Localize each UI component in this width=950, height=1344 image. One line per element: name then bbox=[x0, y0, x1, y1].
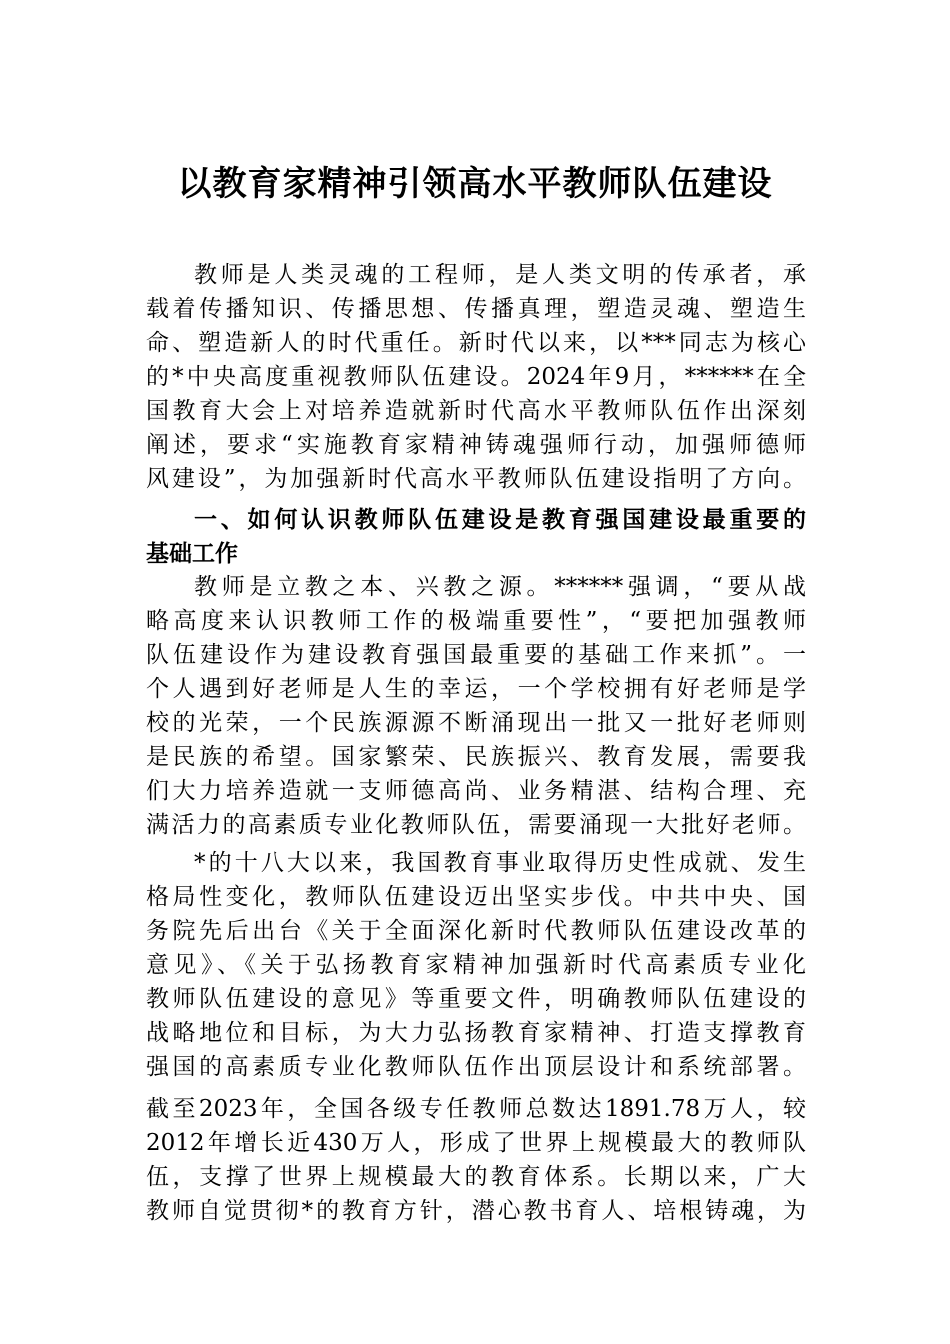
paragraph-line: 截至2023年，全国各级专任教师总数达1891.78万人，较 bbox=[146, 1096, 806, 1122]
paragraph-line: 是民族的希望。国家繁荣、民族振兴、教育发展，需要我 bbox=[146, 744, 806, 770]
paragraph-line: 强国的高素质专业化教师队伍作出顶层设计和系统部署。 bbox=[146, 1054, 806, 1080]
paragraph-line: 战略地位和目标，为大力弘扬教育家精神、打造支撑教育 bbox=[146, 1020, 806, 1046]
document-title: 以教育家精神引领高水平教师队伍建设 bbox=[177, 164, 773, 204]
paragraph-line: 的*中央高度重视教师队伍建设。2024年9月，******在全 bbox=[146, 364, 806, 390]
paragraph-line: 教师是人类灵魂的工程师，是人类文明的传承者，承 bbox=[194, 262, 806, 288]
paragraph-line: 队伍建设作为建设教育强国最重要的基础工作来抓”。一 bbox=[146, 642, 806, 668]
paragraph-line: 风建设”，为加强新时代高水平教师队伍建设指明了方向。 bbox=[146, 466, 806, 492]
paragraph-line: 们大力培养造就一支师德高尚、业务精湛、结构合理、充 bbox=[146, 778, 806, 804]
paragraph-line: 略高度来认识教师工作的极端重要性”，“要把加强教师 bbox=[146, 608, 806, 634]
paragraph-line: 命、塑造新人的时代重任。新时代以来，以***同志为核心 bbox=[146, 330, 806, 356]
paragraph-line: 阐述，要求“实施教育家精神铸魂强师行动，加强师德师 bbox=[146, 432, 806, 458]
paragraph-line: 伍，支撑了世界上规模最大的教育体系。长期以来，广大 bbox=[146, 1164, 806, 1190]
section-heading-line: 基础工作 bbox=[146, 541, 238, 567]
paragraph-line: 教师队伍建设的意见》等重要文件，明确教师队伍建设的 bbox=[146, 986, 806, 1012]
paragraph-line: 2012年增长近430万人，形成了世界上规模最大的教师队 bbox=[146, 1130, 806, 1156]
section-heading-line: 一、如何认识教师队伍建设是教育强国建设最重要的 bbox=[194, 507, 806, 533]
paragraph-line: *的十八大以来，我国教育事业取得历史性成就、发生 bbox=[194, 850, 806, 876]
paragraph-line: 教师是立教之本、兴教之源。******强调，“要从战 bbox=[194, 574, 806, 600]
paragraph-line: 载着传播知识、传播思想、传播真理，塑造灵魂、塑造生 bbox=[146, 296, 806, 322]
paragraph-line: 国教育大会上对培养造就新时代高水平教师队伍作出深刻 bbox=[146, 398, 806, 424]
paragraph-line: 务院先后出台《关于全面深化新时代教师队伍建设改革的 bbox=[146, 918, 806, 944]
paragraph-line: 意见》、《关于弘扬教育家精神加强新时代高素质专业化 bbox=[146, 952, 806, 978]
paragraph-line: 格局性变化，教师队伍建设迈出坚实步伐。中共中央、国 bbox=[146, 884, 806, 910]
paragraph-line: 校的光荣，一个民族源源不断涌现出一批又一批好老师则 bbox=[146, 710, 806, 736]
paragraph-line: 教师自觉贯彻*的教育方针，潜心教书育人、培根铸魂，为 bbox=[146, 1198, 806, 1224]
paragraph-line: 满活力的高素质专业化教师队伍，需要涌现一大批好老师。 bbox=[146, 812, 806, 838]
paragraph-line: 个人遇到好老师是人生的幸运，一个学校拥有好老师是学 bbox=[146, 676, 806, 702]
